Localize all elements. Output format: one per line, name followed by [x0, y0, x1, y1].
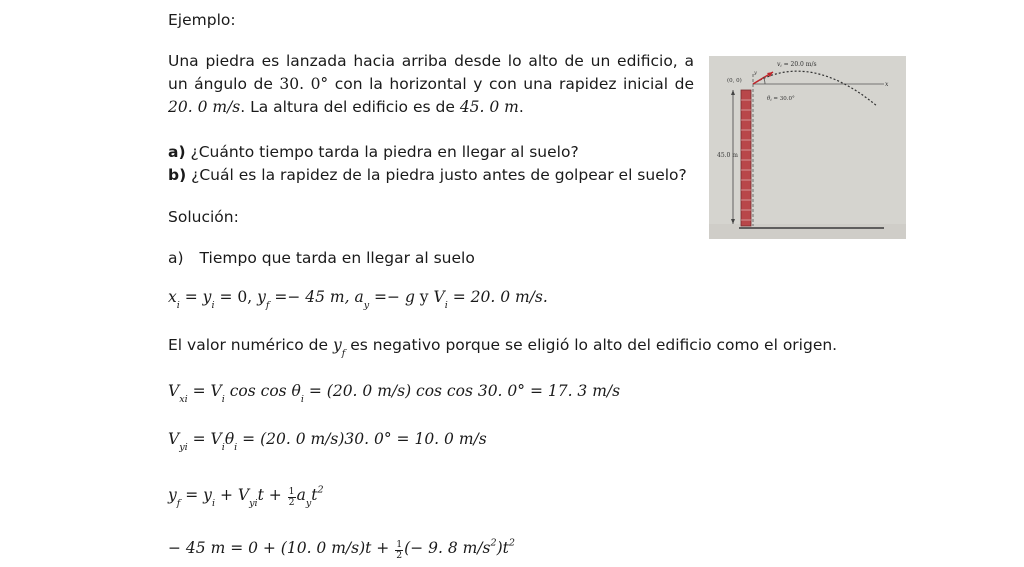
- equation-vyi: $V_{yi} = V_i\theta_i = (20$. 0 m/s)30. 0° = 10. 0 m/s: [168, 430, 487, 453]
- part-a-heading: a) Tiempo que tarda en llegar al suelo: [168, 249, 475, 267]
- equation-yf: $y_f = y_i + V_{yi}t$ + $\frac{1}{2}$ $a_yt^2$: [168, 484, 324, 509]
- angle-label: θi = 30.0°: [767, 96, 795, 102]
- building: [741, 90, 751, 226]
- question-a: a) ¿Cuánto tiempo tarda la piedra en llegar al suelo?: [168, 143, 579, 161]
- y-axis-label: y: [754, 70, 757, 76]
- note-yf-negative: El valor numérico de $y_f$ es negativo porque se eligió lo alto del edificio como el origen.: [168, 336, 838, 359]
- equation-vxi: $V_{xi} = V_i$ $\cos \cos \theta_i = (20$. 0 m/s) cos cos 30. 0° = 17. 3 m/s: [168, 382, 621, 405]
- fraction-one-half: $\frac{1}{2}$: [288, 486, 295, 508]
- velocity-label: vi = 20.0 m/s: [777, 61, 817, 68]
- question-b: b) ¿Cuál es la rapidez de la piedra justo antes de golpear el suelo?: [168, 166, 687, 184]
- height-label: 45.0 m: [717, 152, 738, 159]
- problem-statement: Una piedra es lanzada hacia arriba desde lo alto de un edificio, a un ángulo de 30. 0° con la horizontal y con una rapidez inicial de 20. 0 m/s. La altura del edificio es de 45. 0 m.: [168, 52, 694, 116]
- building-projectile-figure: [709, 56, 906, 239]
- initial-conditions: $x_i = y_i = 0$, $y_f =- 45$ m, $a_y =- g$ y $V_i = 20$. 0 m/s.: [168, 288, 548, 311]
- x-axis-label: x: [885, 81, 889, 88]
- heading: Ejemplo:: [168, 11, 236, 29]
- equation-substitution: − 45 m = 0 + (10. 0 m/s)t + $\frac{1}{2}$ (− 9. 8 $m/s^2)t^2$: [168, 537, 515, 561]
- solution-label: Solución:: [168, 208, 239, 226]
- fraction-one-half: $\frac{1}{2}$: [396, 539, 403, 561]
- origin-label: (0, 0): [727, 78, 742, 84]
